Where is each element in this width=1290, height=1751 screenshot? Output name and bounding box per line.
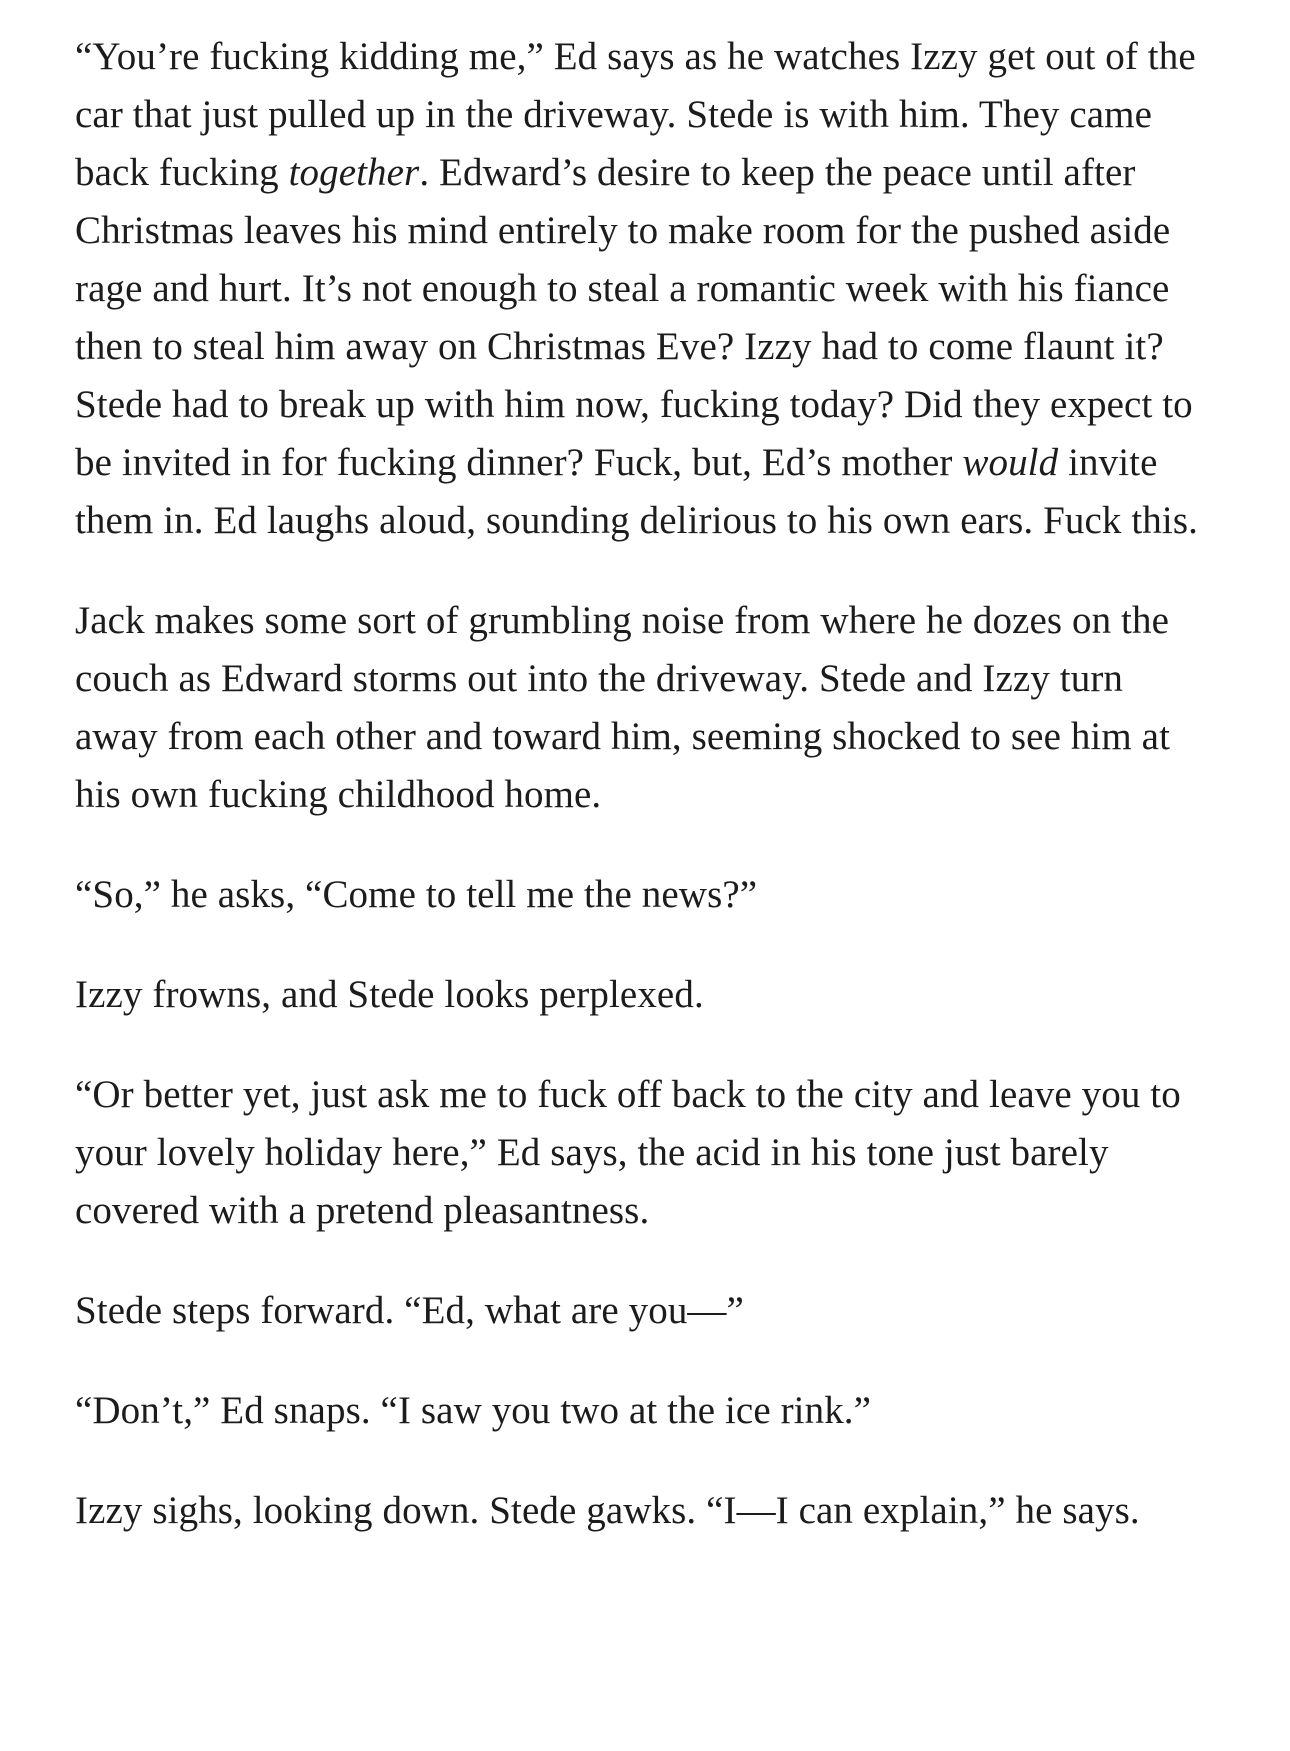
paragraph-3: “So,” he asks, “Come to tell me the news?” — [75, 873, 758, 916]
story-text — [75, 28, 1215, 1582]
paragraph-7: “Don’t,” Ed snaps. “I saw you two at the ice rink.” — [75, 1389, 872, 1432]
emphasis-would: would — [962, 441, 1059, 484]
paragraph-1-part-c: invite them in. Ed laughs aloud, sounding delirious to his own ears. Fuck this. — [75, 441, 1198, 542]
paragraph-2: Jack makes some sort of grumbling noise from where he dozes on the couch as Edward storms out into the driveway. Stede and Izzy turn away from each other and toward him, seeming shocked to see him at his own fucking childhood home. — [75, 599, 1171, 816]
paragraph-5: “Or better yet, just ask me to fuck off back to the city and leave you to your lovely holiday here,” Ed says, the acid in his tone just barely covered with a pretend pleasantness. — [75, 1073, 1181, 1232]
emphasis-together: together — [288, 151, 420, 194]
paragraph-8: Izzy sighs, looking down. Stede gawks. “I—I can explain,” he says. — [75, 1489, 1140, 1532]
paragraph-4: Izzy frowns, and Stede looks perplexed. — [75, 973, 704, 1016]
paragraph-1 — [75, 28, 1215, 550]
paragraph-1-part-b: . Edward’s desire to keep the peace until after Christmas leaves his mind entirely to make room for the pushed aside rage and hurt. It’s not enough to steal a romantic week with his fiance then to steal him away on Christmas Eve? Izzy had to come flaunt it? Stede had to break up with him now, fucking today? Did they expect to be invited in for fucking dinner? Fuck, but, Ed’s mother — [75, 151, 1193, 484]
paragraph-1-part-a: “You’re fucking kidding me,” Ed says as he watches Izzy get out of the car that just pulled up in the driveway. Stede is with him. They came back fucking — [75, 35, 1196, 194]
paragraph-6: Stede steps forward. “Ed, what are you—” — [75, 1289, 744, 1332]
